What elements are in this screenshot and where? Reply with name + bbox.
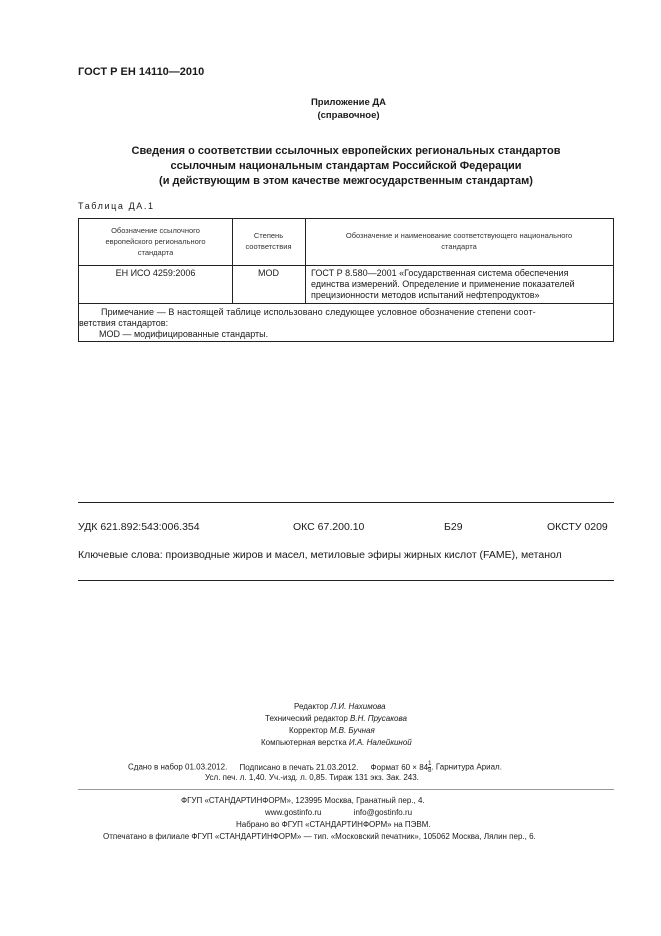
udk-code: УДК 621.892:543:006.354 [78, 521, 200, 533]
publisher-email-link[interactable]: info@gostinfo.ru [353, 808, 413, 817]
table-header-text: Обозначение и наименование соответствующего национального [345, 231, 573, 240]
imprint-format: Формат 60 × 84 [370, 762, 429, 772]
table-cell-european-standard: ЕН ИСО 4259:2006 [115, 268, 196, 278]
b-code: Б29 [444, 521, 463, 533]
credit-label: Корректор [289, 726, 328, 735]
table-note-line: ветствия стандартов: [79, 318, 169, 328]
credit-label: Компьютерная верстка [261, 738, 347, 747]
main-title-line-1: Сведения о соответствии ссылочных европейских региональных стандартов [131, 145, 561, 157]
fraction-denominator: 8 [428, 768, 432, 774]
publisher-address: ФГУП «СТАНДАРТИНФОРМ», 123995 Москва, Гранатный пер., 4. [181, 796, 425, 805]
table-header-designation [79, 225, 232, 258]
fraction-numerator: 1 [428, 761, 432, 767]
credit-name: И.А. Налейкиной [348, 738, 412, 747]
credit-label: Редактор [294, 702, 329, 711]
appendix-heading [0, 96, 661, 122]
credit-label: Технический редактор [265, 714, 348, 723]
publisher-contacts [265, 808, 412, 817]
typeset-info: Набрано во ФГУП «СТАНДАРТИНФОРМ» на ПЭВМ. [236, 820, 431, 829]
table-note-line: Примечание — В настоящей таблице использовано следующее условное обозначение степени соот- [101, 307, 536, 317]
main-title [0, 144, 661, 189]
table-note-divider [79, 303, 613, 304]
biblio-bottom-rule [78, 580, 614, 581]
main-title-line-3: (и действующим в этом качестве межгосударственным стандартам) [159, 175, 533, 187]
table-header-text: Степень [253, 231, 284, 240]
biblio-top-rule [78, 502, 614, 503]
table-header-divider [79, 265, 613, 266]
keywords: Ключевые слова: производные жиров и масел, метиловые эфиры жирных кислот (FAME), метанол [78, 549, 562, 561]
appendix-title: Приложение ДА [310, 97, 387, 108]
credit-corrector [289, 726, 375, 735]
credit-tech-editor [265, 714, 407, 723]
appendix-type: (справочное) [317, 110, 380, 121]
table-header-national [305, 230, 613, 252]
table-cell-national-standard [311, 268, 575, 301]
printed-info: Отпечатано в филиале ФГУП «СТАНДАРТИНФОРМ» — тип. «Московский печатник», 105062 Москва, Лялин пер., 6. [103, 832, 536, 841]
table-cell-line: единства измерений. Определение и применение показателей [311, 279, 575, 289]
table-note-line: MOD — модифицированные стандарты. [99, 329, 269, 339]
okstu-code: ОКСТУ 0209 [547, 521, 608, 533]
table-caption: Таблица ДА.1 [78, 201, 155, 211]
oks-code: ОКС 67.200.10 [293, 521, 365, 533]
table-header-text: стандарта [441, 242, 477, 251]
table-header-text: Обозначение ссылочного [111, 226, 200, 235]
table-note [79, 307, 536, 340]
credit-editor [294, 702, 386, 711]
credit-name: Л.И. Нахимова [330, 702, 386, 711]
table-header-degree [232, 230, 305, 252]
table-cell-line: ГОСТ Р 8.580—2001 «Государственная система обеспечения [311, 268, 569, 278]
publisher-website-link[interactable]: www.gostinfo.ru [265, 808, 322, 817]
credit-name: М.В. Бучная [329, 726, 375, 735]
imprint-rule [78, 789, 614, 790]
table-header-text: европейского регионального [105, 237, 206, 246]
table-header-text: соответствия [245, 242, 292, 251]
credit-layout [261, 738, 412, 747]
imprint-sign-date: Подписано в печать 21.03.2012. [239, 762, 359, 772]
imprint-line-2: Усл. печ. л. 1,40. Уч.-изд. л. 0,85. Тираж 131 экз. Зак. 243. [205, 773, 419, 782]
table-cell-line: прецизионности методов испытаний нефтепродуктов» [311, 290, 540, 300]
main-title-line-2: ссылочным национальным стандартам Российской Федерации [170, 160, 522, 172]
imprint-set-date: Сдано в набор 01.03.2012. [128, 762, 228, 772]
credit-name: В.Н. Прусакова [350, 714, 407, 723]
imprint-font: . Гарнитура Ариал. [431, 762, 502, 772]
correspondence-table [78, 218, 614, 342]
table-cell-degree: MOD [258, 268, 279, 278]
document-number: ГОСТ Р ЕН 14110—2010 [78, 66, 205, 78]
table-header-text: стандарта [137, 248, 174, 257]
